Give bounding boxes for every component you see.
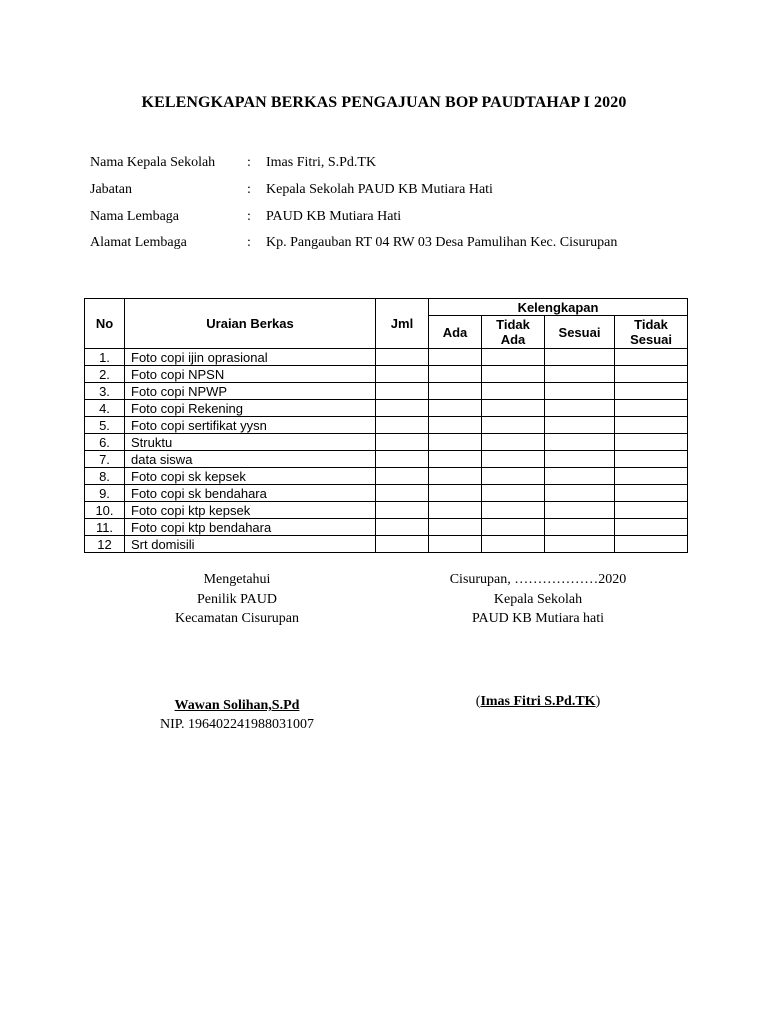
info-value: Imas Fitri, S.Pd.TK — [266, 155, 377, 170]
row-uraian: Foto copi sk kepsek — [125, 468, 376, 485]
row-uraian: Foto copi ijin oprasional — [125, 349, 376, 366]
header-tidak-ada-line2: Ada — [500, 332, 526, 347]
cell-sesuai — [545, 519, 615, 536]
table-row — [85, 519, 688, 536]
cell-jml — [376, 468, 429, 485]
row-no: 1. — [85, 349, 125, 366]
header-sesuai: Sesuai — [545, 316, 615, 349]
row-no: 7. — [85, 451, 125, 468]
table-row — [85, 536, 688, 553]
cell-tidak-ada — [482, 349, 545, 366]
cell-ada — [429, 400, 482, 417]
cell-tidak-ada — [482, 400, 545, 417]
cell-tidak-sesuai — [615, 434, 688, 451]
cell-sesuai — [545, 536, 615, 553]
info-colon: : — [247, 209, 251, 224]
signature-right-line2: Kepala Sekolah — [493, 591, 583, 607]
row-no: 11. — [85, 519, 125, 536]
header-tidak-ada — [482, 316, 545, 349]
cell-jml — [376, 451, 429, 468]
cell-tidak-sesuai — [615, 366, 688, 383]
cell-tidak-ada — [482, 502, 545, 519]
header-jml: Jml — [376, 299, 429, 349]
row-uraian: Foto copi ktp kepsek — [125, 502, 376, 519]
table-row — [85, 400, 688, 417]
cell-ada — [429, 536, 482, 553]
cell-jml — [376, 417, 429, 434]
cell-ada — [429, 468, 482, 485]
cell-tidak-ada — [482, 417, 545, 434]
info-label: Jabatan — [90, 182, 132, 197]
cell-ada — [429, 451, 482, 468]
info-value: PAUD KB Mutiara Hati — [266, 209, 402, 224]
signature-left-line2: Penilik PAUD — [196, 591, 277, 607]
info-label: Nama Lembaga — [90, 209, 180, 224]
cell-jml — [376, 383, 429, 400]
info-value: Kp. Pangauban RT 04 RW 03 Desa Pamulihan Kec. Cisurupan — [266, 235, 618, 250]
cell-tidak-sesuai — [615, 519, 688, 536]
cell-ada — [429, 502, 482, 519]
cell-sesuai — [545, 502, 615, 519]
table-row — [85, 468, 688, 485]
signature-right-name: Imas Fitri S.Pd.TK — [480, 694, 596, 709]
info-value: Kepala Sekolah PAUD KB Mutiara Hati — [266, 182, 493, 197]
signature-right-name-line — [428, 694, 648, 710]
signature-left-nip: NIP. 196402241988031007 — [159, 717, 314, 732]
cell-tidak-sesuai — [615, 400, 688, 417]
signature-left-line3: Kecamatan Cisurupan — [174, 611, 299, 626]
cell-tidak-ada — [482, 468, 545, 485]
signature-left-name: Wawan Solihan,S.Pd — [174, 698, 300, 713]
row-uraian: Struktu — [125, 434, 376, 451]
info-colon: : — [247, 235, 251, 250]
cell-ada — [429, 366, 482, 383]
row-no: 4. — [85, 400, 125, 417]
header-no: No — [85, 299, 125, 349]
row-uraian: Foto copi NPWP — [125, 383, 376, 400]
row-uraian: Foto copi ktp bendahara — [125, 519, 376, 536]
cell-ada — [429, 434, 482, 451]
header-tidak-ada-line1: Tidak — [496, 317, 530, 332]
row-uraian: Foto copi Rekening — [125, 400, 376, 417]
row-no: 6. — [85, 434, 125, 451]
cell-tidak-ada — [482, 519, 545, 536]
table-row — [85, 451, 688, 468]
cell-jml — [376, 434, 429, 451]
cell-ada — [429, 519, 482, 536]
cell-ada — [429, 349, 482, 366]
cell-tidak-ada — [482, 366, 545, 383]
header-ada: Ada — [429, 316, 482, 349]
cell-jml — [376, 400, 429, 417]
table-row — [85, 349, 688, 366]
cell-ada — [429, 485, 482, 502]
header-tidak-sesuai-line2: Sesuai — [630, 332, 672, 347]
cell-sesuai — [545, 366, 615, 383]
info-label: Nama Kepala Sekolah — [90, 155, 216, 170]
cell-ada — [429, 383, 482, 400]
info-label: Alamat Lembaga — [90, 235, 187, 250]
cell-tidak-sesuai — [615, 485, 688, 502]
cell-jml — [376, 502, 429, 519]
cell-tidak-sesuai — [615, 451, 688, 468]
cell-sesuai — [545, 451, 615, 468]
cell-jml — [376, 536, 429, 553]
cell-tidak-sesuai — [615, 417, 688, 434]
cell-sesuai — [545, 468, 615, 485]
table-row — [85, 417, 688, 434]
header-tidak-sesuai-line1: Tidak — [634, 317, 668, 332]
table-header-row — [85, 299, 688, 316]
header-kelengkapan: Kelengkapan — [429, 299, 688, 316]
table-row — [85, 434, 688, 451]
cell-tidak-ada — [482, 451, 545, 468]
row-no: 8. — [85, 468, 125, 485]
cell-tidak-sesuai — [615, 536, 688, 553]
row-uraian: data siswa — [125, 451, 376, 468]
signature-left-line1: Mengetahui — [203, 572, 271, 587]
signature-right-close-paren: ) — [595, 694, 601, 709]
cell-tidak-sesuai — [615, 502, 688, 519]
cell-sesuai — [545, 383, 615, 400]
berkas-table — [84, 298, 688, 553]
cell-jml — [376, 366, 429, 383]
row-no: 9. — [85, 485, 125, 502]
signature-right-open-paren: ( — [475, 694, 481, 709]
table-row — [85, 383, 688, 400]
cell-tidak-sesuai — [615, 349, 688, 366]
cell-sesuai — [545, 417, 615, 434]
cell-jml — [376, 349, 429, 366]
cell-jml — [376, 519, 429, 536]
cell-tidak-sesuai — [615, 383, 688, 400]
signature-block-left — [137, 570, 337, 629]
row-no: 2. — [85, 366, 125, 383]
cell-tidak-ada — [482, 383, 545, 400]
signature-right-line3: PAUD KB Mutiara hati — [471, 611, 605, 626]
row-no: 5. — [85, 417, 125, 434]
cell-jml — [376, 485, 429, 502]
table-row — [85, 502, 688, 519]
cell-sesuai — [545, 485, 615, 502]
row-no: 10. — [85, 502, 125, 519]
document-title: KELENGKAPAN BERKAS PENGAJUAN BOP PAUDTAHAP I 2020 — [141, 94, 627, 111]
cell-tidak-ada — [482, 536, 545, 553]
cell-sesuai — [545, 400, 615, 417]
signature-right-line1: Cisurupan, ………………2020 — [449, 572, 627, 587]
row-uraian: Foto copi sertifikat yysn — [125, 417, 376, 434]
cell-tidak-ada — [482, 485, 545, 502]
row-no: 12 — [85, 536, 125, 553]
signature-left-name-line — [137, 698, 337, 714]
cell-tidak-ada — [482, 434, 545, 451]
row-uraian: Foto copi sk bendahara — [125, 485, 376, 502]
table-row — [85, 485, 688, 502]
row-no: 3. — [85, 383, 125, 400]
row-uraian: Srt domisili — [125, 536, 376, 553]
header-tidak-sesuai — [615, 316, 688, 349]
table-row — [85, 366, 688, 383]
cell-sesuai — [545, 434, 615, 451]
header-uraian-berkas: Uraian Berkas — [125, 299, 376, 349]
info-colon: : — [247, 155, 251, 170]
cell-sesuai — [545, 349, 615, 366]
info-colon: : — [247, 182, 251, 197]
cell-ada — [429, 417, 482, 434]
cell-tidak-sesuai — [615, 468, 688, 485]
row-uraian: Foto copi NPSN — [125, 366, 376, 383]
signature-block-right — [428, 570, 648, 629]
